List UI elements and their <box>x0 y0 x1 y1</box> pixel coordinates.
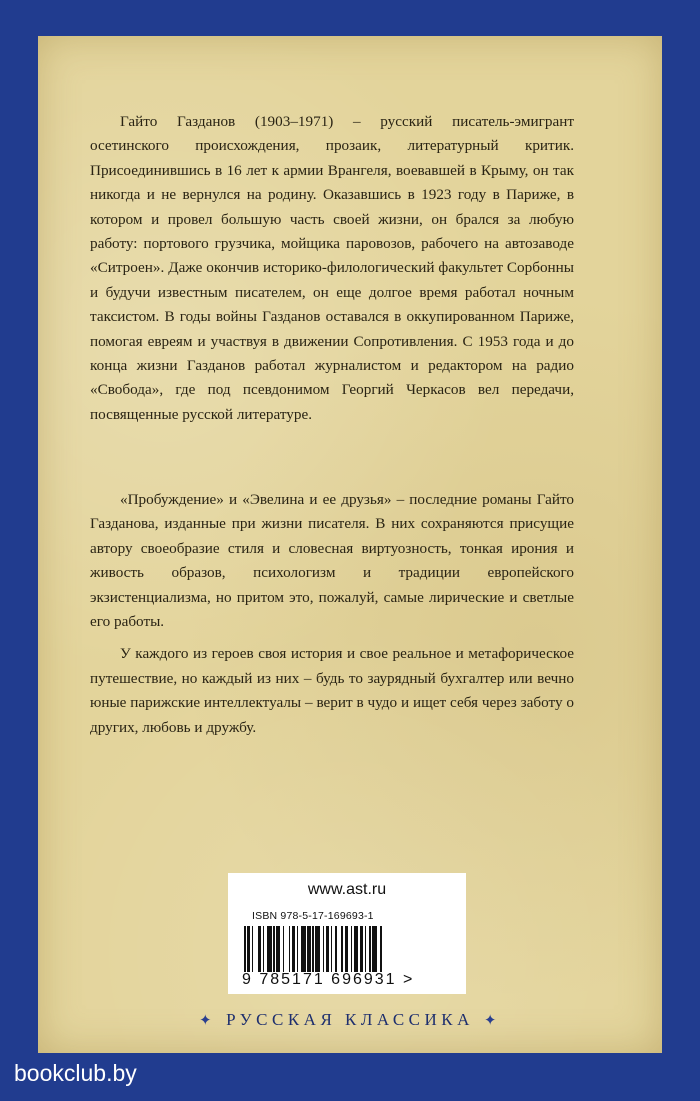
book-description <box>90 488 574 740</box>
barcode-number: 9 785171 696931 > <box>242 971 415 988</box>
barcode-image <box>244 926 448 972</box>
description-paragraph-1: «Пробуждение» и «Эвелина и ее друзья» – последние романы Гайто Газданова, изданные при жизни писателя. В них сохраняются присущие автору своеобразие стиля и словесная виртуозность, тонкая ирония и живость образов, психологизм и традиции европейского экзистенциализма, но притом это, пожалуй, самые лирические и светлые его работы. <box>90 491 574 631</box>
watermark-text: bookclub.by <box>14 1060 137 1086</box>
star-left-icon: ✦ <box>199 1013 217 1029</box>
description-paragraph-2: У каждого из героев своя история и свое реальное и метафорическое путешествие, но каждый из них – будь то заурядный бухгалтер или вечно юные парижские интеллектуалы – верит в чудо и ищет себя через заботу о других, любовь и дружбу. <box>90 645 574 736</box>
series-title <box>38 1010 662 1030</box>
publisher-label <box>228 873 466 994</box>
bio-paragraph: Гайто Газданов (1903–1971) – русский писатель-эмигрант осетинского происхождения, прозаик, литературный критик. Присоединившись в 16 лет к армии Врангеля, воевавшей в Крыму, он так никогда и не вернулся на родину. Оказавшись в 1923 году в Париже, в котором и провел большую часть своей жизни, он брался за любую работу: портового грузчика, мойщика паровозов, рабочего на автозаводе «Ситроен». Даже окончив историко-филологический факультет Сорбонны и будучи известным писателем, он еще долгое время работал ночным таксистом. В годы войны Газданов оставался в оккупированном Париже, помогая евреям и участвуя в движении Сопротивления. С 1953 года и до конца жизни Газданов работал журналистом и редактором на радио «Свобода», где под псевдонимом Георгий Черкасов вел передачи, посвященные русской литературе. <box>90 113 574 423</box>
author-biography <box>90 110 574 427</box>
barcode-bar <box>382 926 384 972</box>
star-right-icon: ✦ <box>483 1013 501 1029</box>
publisher-website: www.ast.ru <box>307 881 387 898</box>
series-name: РУССКАЯ КЛАССИКА <box>226 1010 474 1029</box>
isbn-number: ISBN 978-5-17-169693-1 <box>252 910 374 922</box>
